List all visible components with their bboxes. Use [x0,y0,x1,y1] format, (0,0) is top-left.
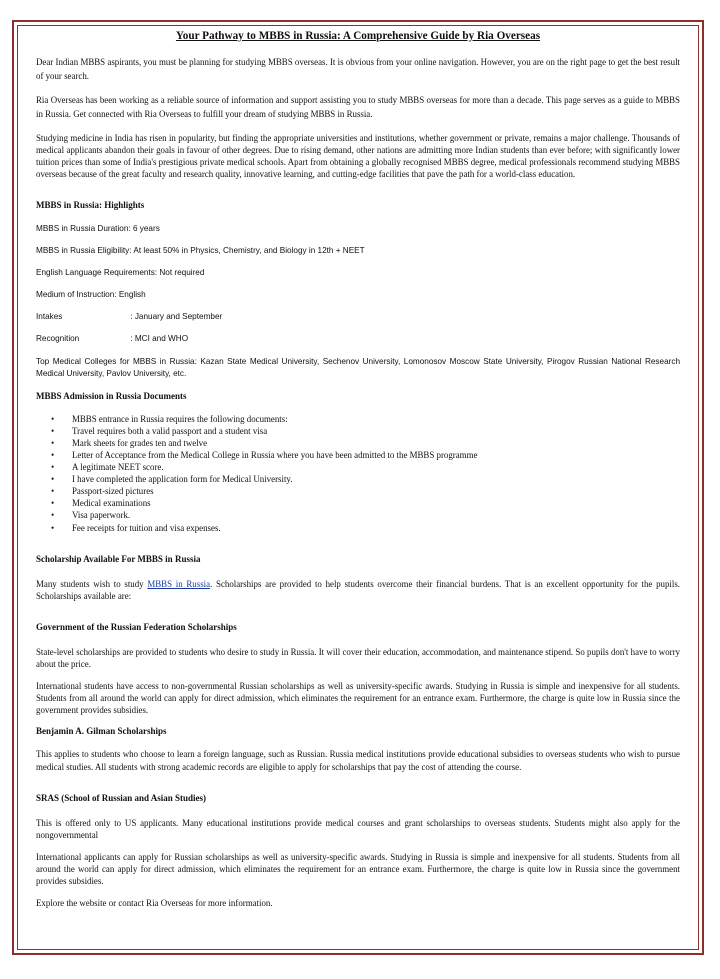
intro-paragraph-2: Ria Overseas has been working as a reliable source of information and support assisting you to study MBBS overseas for more than a decade. This page serves as a guide to MBBS in Russia. Get connected with Ria Overseas to fulfill your dream of studying MBBS in Russia. [36,94,680,119]
highlight-label: Recognition [36,334,80,343]
government-paragraph-2: International students have access to non-governmental Russian scholarships as well as university-specific awards. Studying in Russia is simple and inexpensive for all students. Students from all around the world can apply for direct admission, which eliminates the requirement for an entrance exam. Furthermore, the charge is quite low in Russia since the government provides subsidies. [36,681,680,716]
highlight-recognition [36,334,680,343]
documents-list [36,413,680,534]
page-frame [12,20,704,955]
highlight-label: Medium of Instruction: [36,290,117,299]
highlight-english [36,268,680,277]
top-colleges: Top Medical Colleges for MBBS in Russia: Kazan State Medical University, Sechenov University, Lomonosov Moscow State University, Pirogov Russian National Research Medical University, Pavlov University, etc. [36,357,680,379]
list-item: • Letter of Acceptance from the Medical College in Russia where you have been admitted to the MBBS programme [51,449,478,460]
highlight-eligibility [36,246,680,255]
list-item: • Medical examinations [51,498,151,509]
gilman-heading: Benjamin A. Gilman Scholarships [36,726,167,737]
list-item: • Fee receipts for tuition and visa expenses. [51,522,221,533]
highlight-value: At least 50% in Physics, Chemistry, and Biology in 12th + NEET [133,246,365,255]
page-content [17,25,699,950]
intro-paragraph-3: Studying medicine in India has risen in popularity, but finding the appropriate universities and institutions, whether government or private, remains a major challenge. Thousands of medical applicants abandon their goals in favour of other degrees. Due to rising demand, other nations are admitting more Indian students than ever before; with significantly lower tuition prices than some of India's prestigious private medical schools. Apart from obtaining a globally recognised MBBS degree, medical professionals recommend studying MBBS overseas because of the great faculty and research quality, innovative learning, and cutting-edge facilities that pave the path for a world-class education. [36,132,680,179]
list-item: • MBBS entrance in Russia requires the following documents: [51,413,288,424]
sras-paragraph-3: Explore the website or contact Ria Overseas for more information. [36,898,273,909]
sras-heading: SRAS (School of Russian and Asian Studies) [36,792,207,803]
documents-heading: MBBS Admission in Russia Documents [36,390,187,401]
government-heading: Government of the Russian Federation Scholarships [36,621,237,632]
highlight-duration [36,224,680,233]
highlight-value: Not required [159,268,205,277]
highlight-value: : January and September [130,312,223,321]
list-item: • Mark sheets for grades ten and twelve [51,437,208,448]
highlights-heading: MBBS in Russia: Highlights [36,200,145,210]
highlight-intakes [36,312,680,321]
government-paragraph-1: State-level scholarships are provided to students who desire to study in Russia. It will cover their education, accommodation, and maintenance stipend. So pupils don't have to worry about the price. [36,646,680,670]
scholarship-paragraph: Many students wish to study MBBS in Russia. Scholarships are provided to help students overcome their financial burdens. That is an excellent opportunity for the pupils. Scholarships available are: [36,578,680,601]
list-item: • Travel requires both a valid passport and a student visa [51,425,268,436]
scholarship-heading: Scholarship Available For MBBS in Russia [36,553,201,564]
highlight-value: 6 years [132,224,160,233]
intro-paragraph-1: Dear Indian MBBS aspirants, you must be planning for studying MBBS overseas. It is obvious from your online navigation. However, you are on the right page to get the best result of your search. [36,57,680,81]
highlight-medium [36,290,680,299]
highlight-value: English [118,290,146,299]
list-item: • A legitimate NEET score. [51,462,164,473]
list-item: • I have completed the application form for Medical University. [51,474,293,485]
highlight-label: MBBS in Russia Duration: [36,224,131,233]
gilman-paragraph: This applies to students who choose to learn a foreign language, such as Russian. Russia medical institutions provide educational subsidies to overseas students who wish to pursue medical studies. All students with strong academic records are eligible to apply for scholarships that pay the cost of attending the course. [36,749,680,772]
sras-paragraph-1: This is offered only to US applicants. Many educational institutions provide medical courses and grant scholarships to overseas students. Students might also apply for the nongovernmental [36,817,680,840]
list-item: • Visa paperwork. [51,510,131,521]
list-item: • Passport-sized pictures [51,486,154,497]
highlight-value: : MCI and WHO [130,334,189,343]
highlight-label: Intakes [36,312,63,321]
page-title: Your Pathway to MBBS in Russia: A Comprehensive Guide by Ria Overseas [175,30,541,42]
highlight-label: MBBS in Russia Eligibility: [36,246,132,255]
sras-paragraph-2: International applicants can apply for Russian scholarships as well as university-specific awards. Studying in Russia is simple and inexpensive for all students. Students from all around the world can apply for direct admission, which eliminates the requirement for an entrance exam. Furthermore, the charge is quite low in Russia since the government provides subsidies. [36,851,680,887]
highlight-label: English Language Requirements: [36,268,158,277]
mbbs-in-russia-link[interactable]: MBBS in Russia [147,578,211,589]
